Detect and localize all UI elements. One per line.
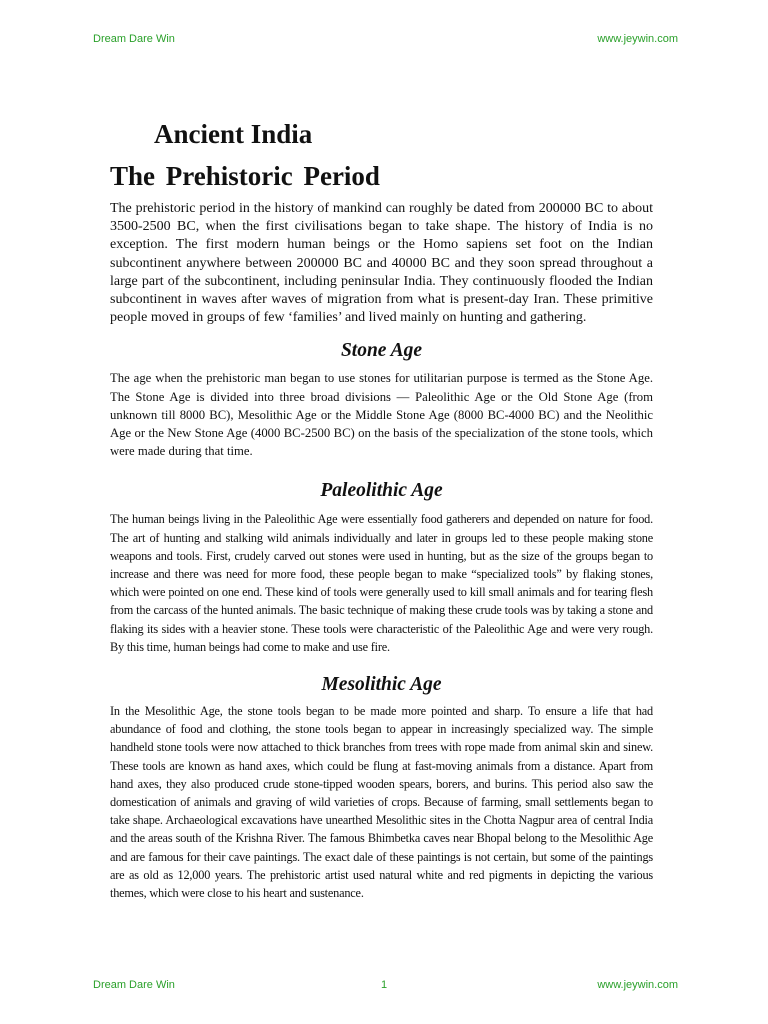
section-heading-mesolithic-age: Mesolithic Age: [321, 674, 442, 696]
footer-right-link[interactable]: www.jeywin.com: [597, 979, 678, 991]
document-subtitle: The Prehistoric Period: [110, 161, 380, 191]
header-right-link[interactable]: www.jeywin.com: [597, 33, 678, 45]
page-number: 1: [380, 979, 388, 991]
footer-left-text: Dream Dare Win: [93, 979, 175, 991]
section-heading-paleolithic-age: Paleolithic Age: [320, 480, 443, 502]
document-title: Ancient India: [154, 119, 313, 149]
page-content: [110, 112, 653, 902]
section-body-stone-age: The age when the prehistoric man began to use stones for utilitarian purpose is termed as the Stone Age. The Stone Age is divided into three broad divisions — Paleolithic Age or the Old Stone Age (from unknown till 8000 BC), Mesolithic Age or the Middle Stone Age (8000 BC-4000 BC) and the Neolithic Age or the New Stone Age (4000 BC-2500 BC) on the basis of the specialization of the stone tools, which were made during that time.: [110, 371, 653, 459]
section-body-mesolithic-age: In the Mesolithic Age, the stone tools began to be made more pointed and sharp. To ensure a life that had abundance of food and clothing, the stone tools began to appear in increasingly specialized way. The simple handheld stone tools were now attached to thick branches from trees with rope made from animal skin and sinew. These tools are known as hand axes, which could be flung at fast-moving animals from a distance. Apart from hand axes, they also produced crude stone-tipped wooden spears, borers, and burins. This period also saw the domestication of animals and graving of wild varieties of crops. Because of farming, small settlements began to take shape. Archaeological excavations have unearthed Mesolithic sites in the Chotta Nagpur area of central India and the areas south of the Krishna River. The famous Bhimbetka caves near Bhopal belong to the Mesolithic Age and are famous for their cave paintings. The exact dale of these paintings is not certain, but some of the paintings are as old as 12,000 years. The prehistoric artist used natural white and red pigments in depicting the various themes, which were close to his heart and sustenance.: [110, 704, 653, 901]
intro-paragraph: The prehistoric period in the history of mankind can roughly be dated from 200000 BC to about 3500-2500 BC, when the first civilisations began to take shape. The history of India is no exception. The first modern human beings or the Homo sapiens set foot on the Indian subcontinent anywhere between 200000 BC and 40000 BC and they soon spread throughout a large part of the subcontinent, including peninsular India. They continuously flooded the Indian subcontinent in waves after waves of migration from what is present-day Iran. These primitive people moved in groups of few ‘families’ and lived mainly on hunting and gathering.: [110, 201, 653, 326]
section-heading-stone-age: Stone Age: [340, 340, 423, 362]
header-left-text: Dream Dare Win: [93, 33, 175, 45]
section-body-paleolithic-age: The human beings living in the Paleolithic Age were essentially food gatherers and depended on nature for food. The art of hunting and stalking wild animals individually and later in groups led to these people making stone weapons and tools. First, crudely carved out stones were used in hunting, but as the size of the groups began to increase and there was need for more food, these people began to make “specialized tools” by flaking stones, which were pointed on one end. These kind of tools were generally used to kill small animals and for tearing flesh from the carcass of the hunted animals. The basic technique of making these crude tools was by taking a stone and flaking its sides with a heavier stone. These tools were characteristic of the Paleolithic Age and were very rough. By this time, human beings had come to make and use fire.: [110, 512, 653, 654]
